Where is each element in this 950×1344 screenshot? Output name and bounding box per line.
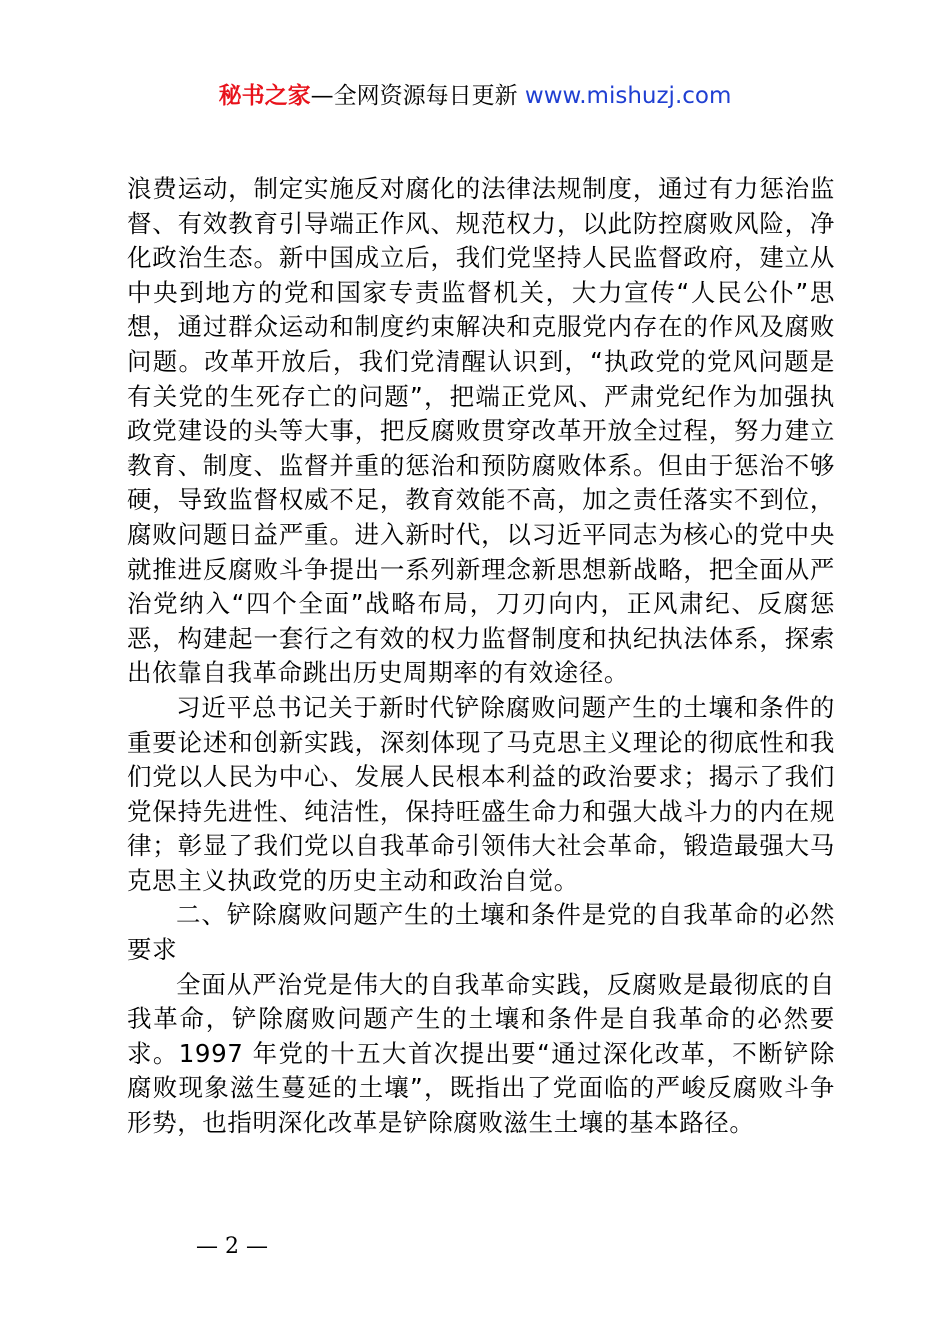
- header-tagline: —全网资源每日更新: [310, 83, 525, 109]
- paragraph-summary: 习近平总书记关于新时代铲除腐败问题产生的土壤和条件的重要论述和创新实践，深刻体现了马克思主义理论的彻底性和我们党以人民为中心、发展人民根本利益的政治要求；揭示了我们党保持先进性、纯洁性，保持旺盛生命力和强大战斗力的内在规律；彰显了我们党以自我革命引领伟大社会革命，锻造最强大马克思主义执政党的历史主动和政治自觉。: [127, 692, 835, 895]
- brand-name: 秘书之家: [218, 83, 311, 109]
- site-header: [0, 80, 950, 112]
- paragraph-section-two: 全面从严治党是伟大的自我革命实践，反腐败是最彻底的自我革命，铲除腐败问题产生的土壤和条件是自我革命的必然要求。1997 年党的十五大首次提出要“通过深化改革，不断铲除腐败现象滋生蔓延的土壤”，既指出了党面临的严峻反腐败斗争形势，也指明深化改革是铲除腐败滋生土壤的基本路径。: [127, 969, 835, 1138]
- document-body: [127, 172, 835, 1141]
- paragraph-continued: 浪费运动，制定实施反对腐化的法律法规制度，通过有力惩治监督、有效教育引导端正作风、规范权力，以此防控腐败风险，净化政治生态。新中国成立后，我们党坚持人民监督政府，建立从中央到地方的党和国家专责监督机关，大力宣传“人民公仆”思想，通过群众运动和制度约束解决和克服党内存在的作风及腐败问题。改革开放后，我们党清醒认识到，“执政党的党风问题是有关党的生死存亡的问题”，把端正党风、严肃党纪作为加强执政党建设的头等大事，把反腐败贯穿改革开放全过程，努力建立教育、制度、监督并重的惩治和预防腐败体系。但由于惩治不够硬，导致监督权威不足，教育效能不高，加之责任落实不到位，腐败问题日益严重。进入新时代，以习近平同志为核心的党中央就推进反腐败斗争提出一系列新理念新思想新战略，把全面从严治党纳入“四个全面”战略布局，刀刃向内，正风肃纪、反腐惩恶，构建起一套行之有效的权力监督制度和执纪执法体系，探索出依靠自我革命跳出历史周期率的有效途径。: [127, 174, 835, 688]
- section-heading: 二、铲除腐败问题产生的土壤和条件是党的自我革命的必然要求: [127, 900, 835, 965]
- page-number: — 2 —: [196, 1234, 268, 1259]
- site-url-link[interactable]: www.mishuzj.com: [524, 83, 732, 109]
